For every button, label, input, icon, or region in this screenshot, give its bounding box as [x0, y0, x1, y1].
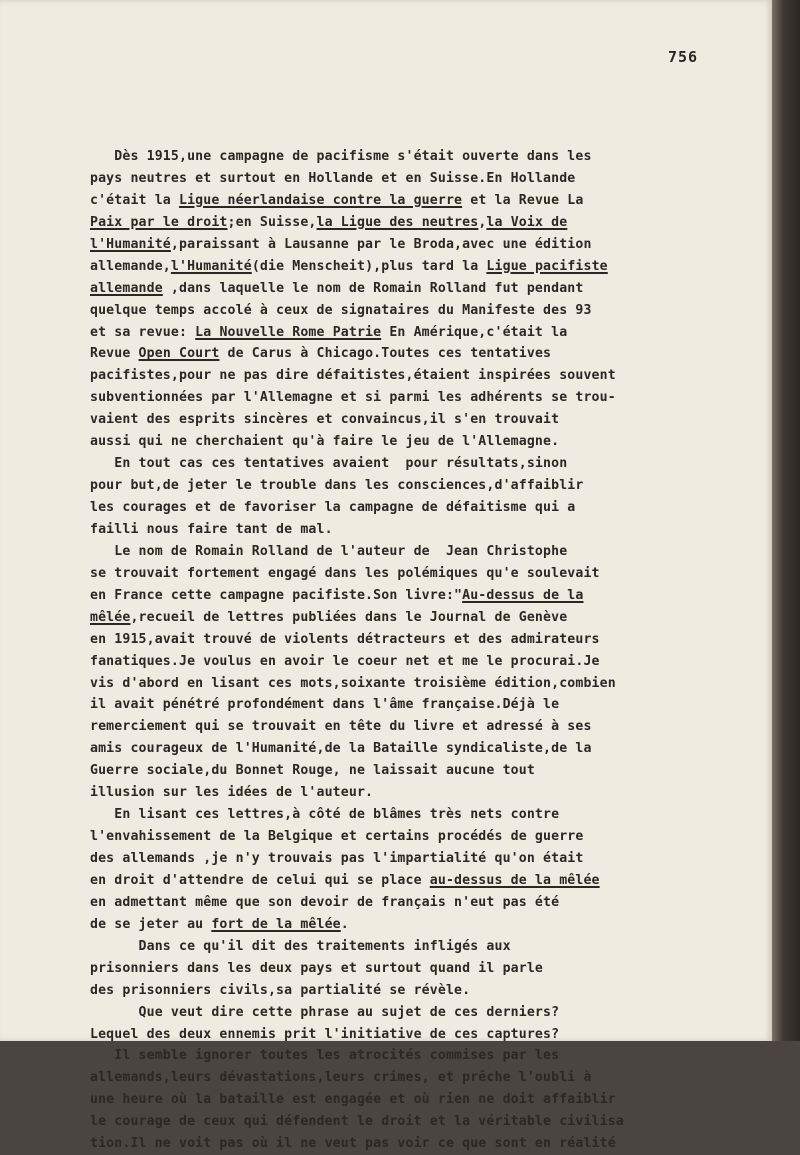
underlined-text: allemande	[90, 280, 163, 296]
text-segment: illusion sur les idées de l'auteur.	[90, 785, 374, 801]
text-segment: de Carus à Chicago.Toutes ces tentatives	[219, 346, 552, 362]
text-segment: des prisonniers civils,sa partialité se révèle.	[90, 982, 471, 998]
text-segment: une heure où la bataille est engagée et où rien ne doit affaiblir	[90, 1092, 616, 1108]
text-line	[90, 300, 770, 322]
text-line	[90, 826, 770, 848]
text-segment: Dans ce qu'il dit des traitements infligés aux	[90, 938, 511, 954]
text-segment: le courage de ceux qui défendent le droit et la véritable civilisa	[90, 1114, 624, 1130]
text-line	[90, 716, 770, 738]
text-line	[90, 563, 770, 585]
text-segment: Il semble ignorer toutes les atrocités commises par les	[90, 1048, 560, 1064]
underlined-text: Au-dessus de la	[462, 587, 584, 603]
text-line	[90, 892, 770, 914]
text-segment: l'envahissement de la Belgique et certains procédés de guerre	[90, 829, 584, 845]
text-line	[90, 453, 770, 475]
text-line	[90, 278, 770, 300]
text-segment: Guerre sociale,du Bonnet Rouge, ne laissait aucune tout	[90, 763, 535, 779]
text-segment: En Amérique,c'était la	[381, 324, 568, 340]
text-segment: ,	[478, 214, 487, 230]
text-segment: Dès 1915,une campagne de pacifisme s'était ouverte dans les	[90, 149, 592, 164]
text-line	[90, 870, 770, 892]
text-line	[90, 475, 770, 497]
underlined-text: la Voix de	[486, 214, 568, 230]
text-segment: ;en Suisse,	[227, 214, 317, 230]
text-line	[90, 431, 770, 453]
text-line	[90, 1045, 770, 1067]
text-line	[90, 673, 770, 695]
text-segment: en droit d'attendre de celui qui se place	[90, 872, 430, 888]
text-line	[90, 146, 770, 168]
text-segment: les courages et de favoriser la campagne de défaitisme qui a	[90, 500, 576, 515]
underlined-text: Ligue néerlandaise contre la guerre	[179, 192, 463, 208]
text-line	[90, 168, 770, 190]
text-segment: ,dans laquelle le nom de Romain Rolland fut pendant	[162, 280, 584, 296]
underlined-text: La Nouvelle Rome Patrie	[195, 324, 382, 340]
text-line	[90, 1133, 770, 1155]
text-line	[90, 782, 770, 804]
text-segment: failli nous faire tant de mal.	[90, 521, 333, 537]
text-line	[90, 914, 770, 936]
text-line	[90, 694, 770, 716]
text-segment: il avait pénétré profondément dans l'âme française.Déjà le	[90, 697, 560, 713]
text-segment: En lisant ces lettres,à côté de blâmes très nets contre	[90, 807, 560, 823]
text-line	[90, 519, 770, 541]
underlined-text: Paix par le droit	[90, 214, 228, 230]
text-line	[90, 190, 770, 212]
text-line	[90, 760, 770, 782]
underlined-text: Open Court	[138, 346, 220, 362]
underlined-text: l'Humanité	[170, 258, 252, 274]
text-line	[90, 212, 770, 234]
text-line	[90, 585, 770, 607]
text-line	[90, 409, 770, 431]
underlined-text: mêlée	[90, 609, 131, 625]
underlined-text: l'Humanité	[90, 236, 171, 252]
text-segment: vis d'abord en lisant ces mots,soixante troisième édition,combien	[90, 675, 616, 691]
text-line	[90, 234, 770, 256]
text-line	[90, 541, 770, 563]
text-segment: en France cette campagne pacifiste.Son livre:"	[90, 587, 463, 603]
text-line	[90, 958, 770, 980]
page-number: 756	[668, 48, 699, 66]
text-segment: Que veut dire cette phrase au sujet de ces derniers?	[90, 1004, 560, 1020]
text-segment: de se jeter au	[90, 916, 212, 932]
text-line	[90, 804, 770, 826]
text-segment: ,recueil de lettres publiées dans le Journal de Genève	[130, 609, 568, 625]
text-line	[90, 1024, 770, 1046]
text-segment: pacifistes,pour ne pas dire défaitistes,étaient inspirées souvent	[90, 368, 616, 384]
text-segment: Le nom de Romain Rolland de l'auteur de Jean Christophe	[90, 543, 568, 559]
text-segment: et sa revue:	[90, 324, 196, 340]
text-segment: subventionnées par l'Allemagne et si parmi les adhérents se trou-	[90, 390, 616, 406]
text-segment: allemande,	[90, 258, 171, 274]
text-segment: en 1915,avait trouvé de violents détracteurs et des admirateurs	[90, 631, 600, 647]
text-segment: .	[340, 916, 349, 932]
underlined-text: la Ligue des neutres	[316, 214, 479, 230]
text-line	[90, 497, 770, 519]
text-segment: amis courageux de l'Humanité,de la Bataille syndicaliste,de la	[90, 741, 592, 757]
text-line	[90, 322, 770, 344]
text-line	[90, 629, 770, 651]
underlined-text: fort de la mêlée	[211, 916, 341, 932]
scan-edge	[772, 0, 800, 1041]
text-line	[90, 343, 770, 365]
text-segment: c'était la	[90, 192, 179, 208]
text-segment: quelque temps accolé à ceux de signataires du Manifeste des 93	[90, 302, 592, 318]
text-line	[90, 980, 770, 1002]
text-segment: et la Revue La	[462, 192, 584, 208]
text-line	[90, 1067, 770, 1089]
text-segment: des allemands ,je n'y trouvais pas l'impartialité qu'on était	[90, 851, 584, 866]
text-line	[90, 607, 770, 629]
text-segment: pour but,de jeter le trouble dans les consciences,d'affaiblir	[90, 478, 584, 494]
text-segment: Lequel des deux ennemis prit l'initiative de ces captures?	[90, 1026, 560, 1042]
document-body	[90, 146, 770, 1155]
text-segment: aussi qui ne cherchaient qu'à faire le jeu de l'Allemagne.	[90, 434, 560, 450]
text-segment: Revue	[90, 346, 139, 362]
text-line	[90, 848, 770, 870]
text-line	[90, 365, 770, 387]
text-line	[90, 936, 770, 958]
text-segment: fanatiques.Je voulus en avoir le coeur net et me le procurai.Je	[90, 653, 600, 669]
text-segment: En tout cas ces tentatives avaient pour résultats,sinon	[90, 456, 568, 472]
text-line	[90, 738, 770, 760]
text-segment: vaient des esprits sincères et convaincus,il s'en trouvait	[90, 412, 560, 428]
text-segment: pays neutres et surtout en Hollande et en Suisse.En Hollande	[90, 170, 576, 186]
text-segment: tion.Il ne voit pas où il ne veut pas voir ce que sont en réalité	[90, 1136, 616, 1152]
text-segment: ,paraissant à Lausanne par le Broda,avec une édition	[170, 236, 592, 252]
underlined-text: au-dessus de la mêlée	[429, 872, 600, 888]
text-segment: prisonniers dans les deux pays et surtout quand il parle	[90, 960, 544, 976]
text-segment: remerciement qui se trouvait en tête du livre et adressé à ses	[90, 719, 592, 735]
text-line	[90, 256, 770, 278]
text-line	[90, 1002, 770, 1024]
text-line	[90, 651, 770, 673]
text-segment: (die Menscheit),plus tard la	[251, 258, 487, 274]
text-line	[90, 1111, 770, 1133]
underlined-text: Ligue pacifiste	[486, 258, 608, 274]
text-line	[90, 387, 770, 409]
text-line	[90, 1089, 770, 1111]
text-segment: allemands,leurs dévastations,leurs crimes, et prêche l'oubli à	[90, 1070, 592, 1086]
text-segment: se trouvait fortement engagé dans les polémiques qu'e soulevait	[90, 565, 600, 581]
text-segment: en admettant même que son devoir de français n'eut pas été	[90, 894, 560, 910]
